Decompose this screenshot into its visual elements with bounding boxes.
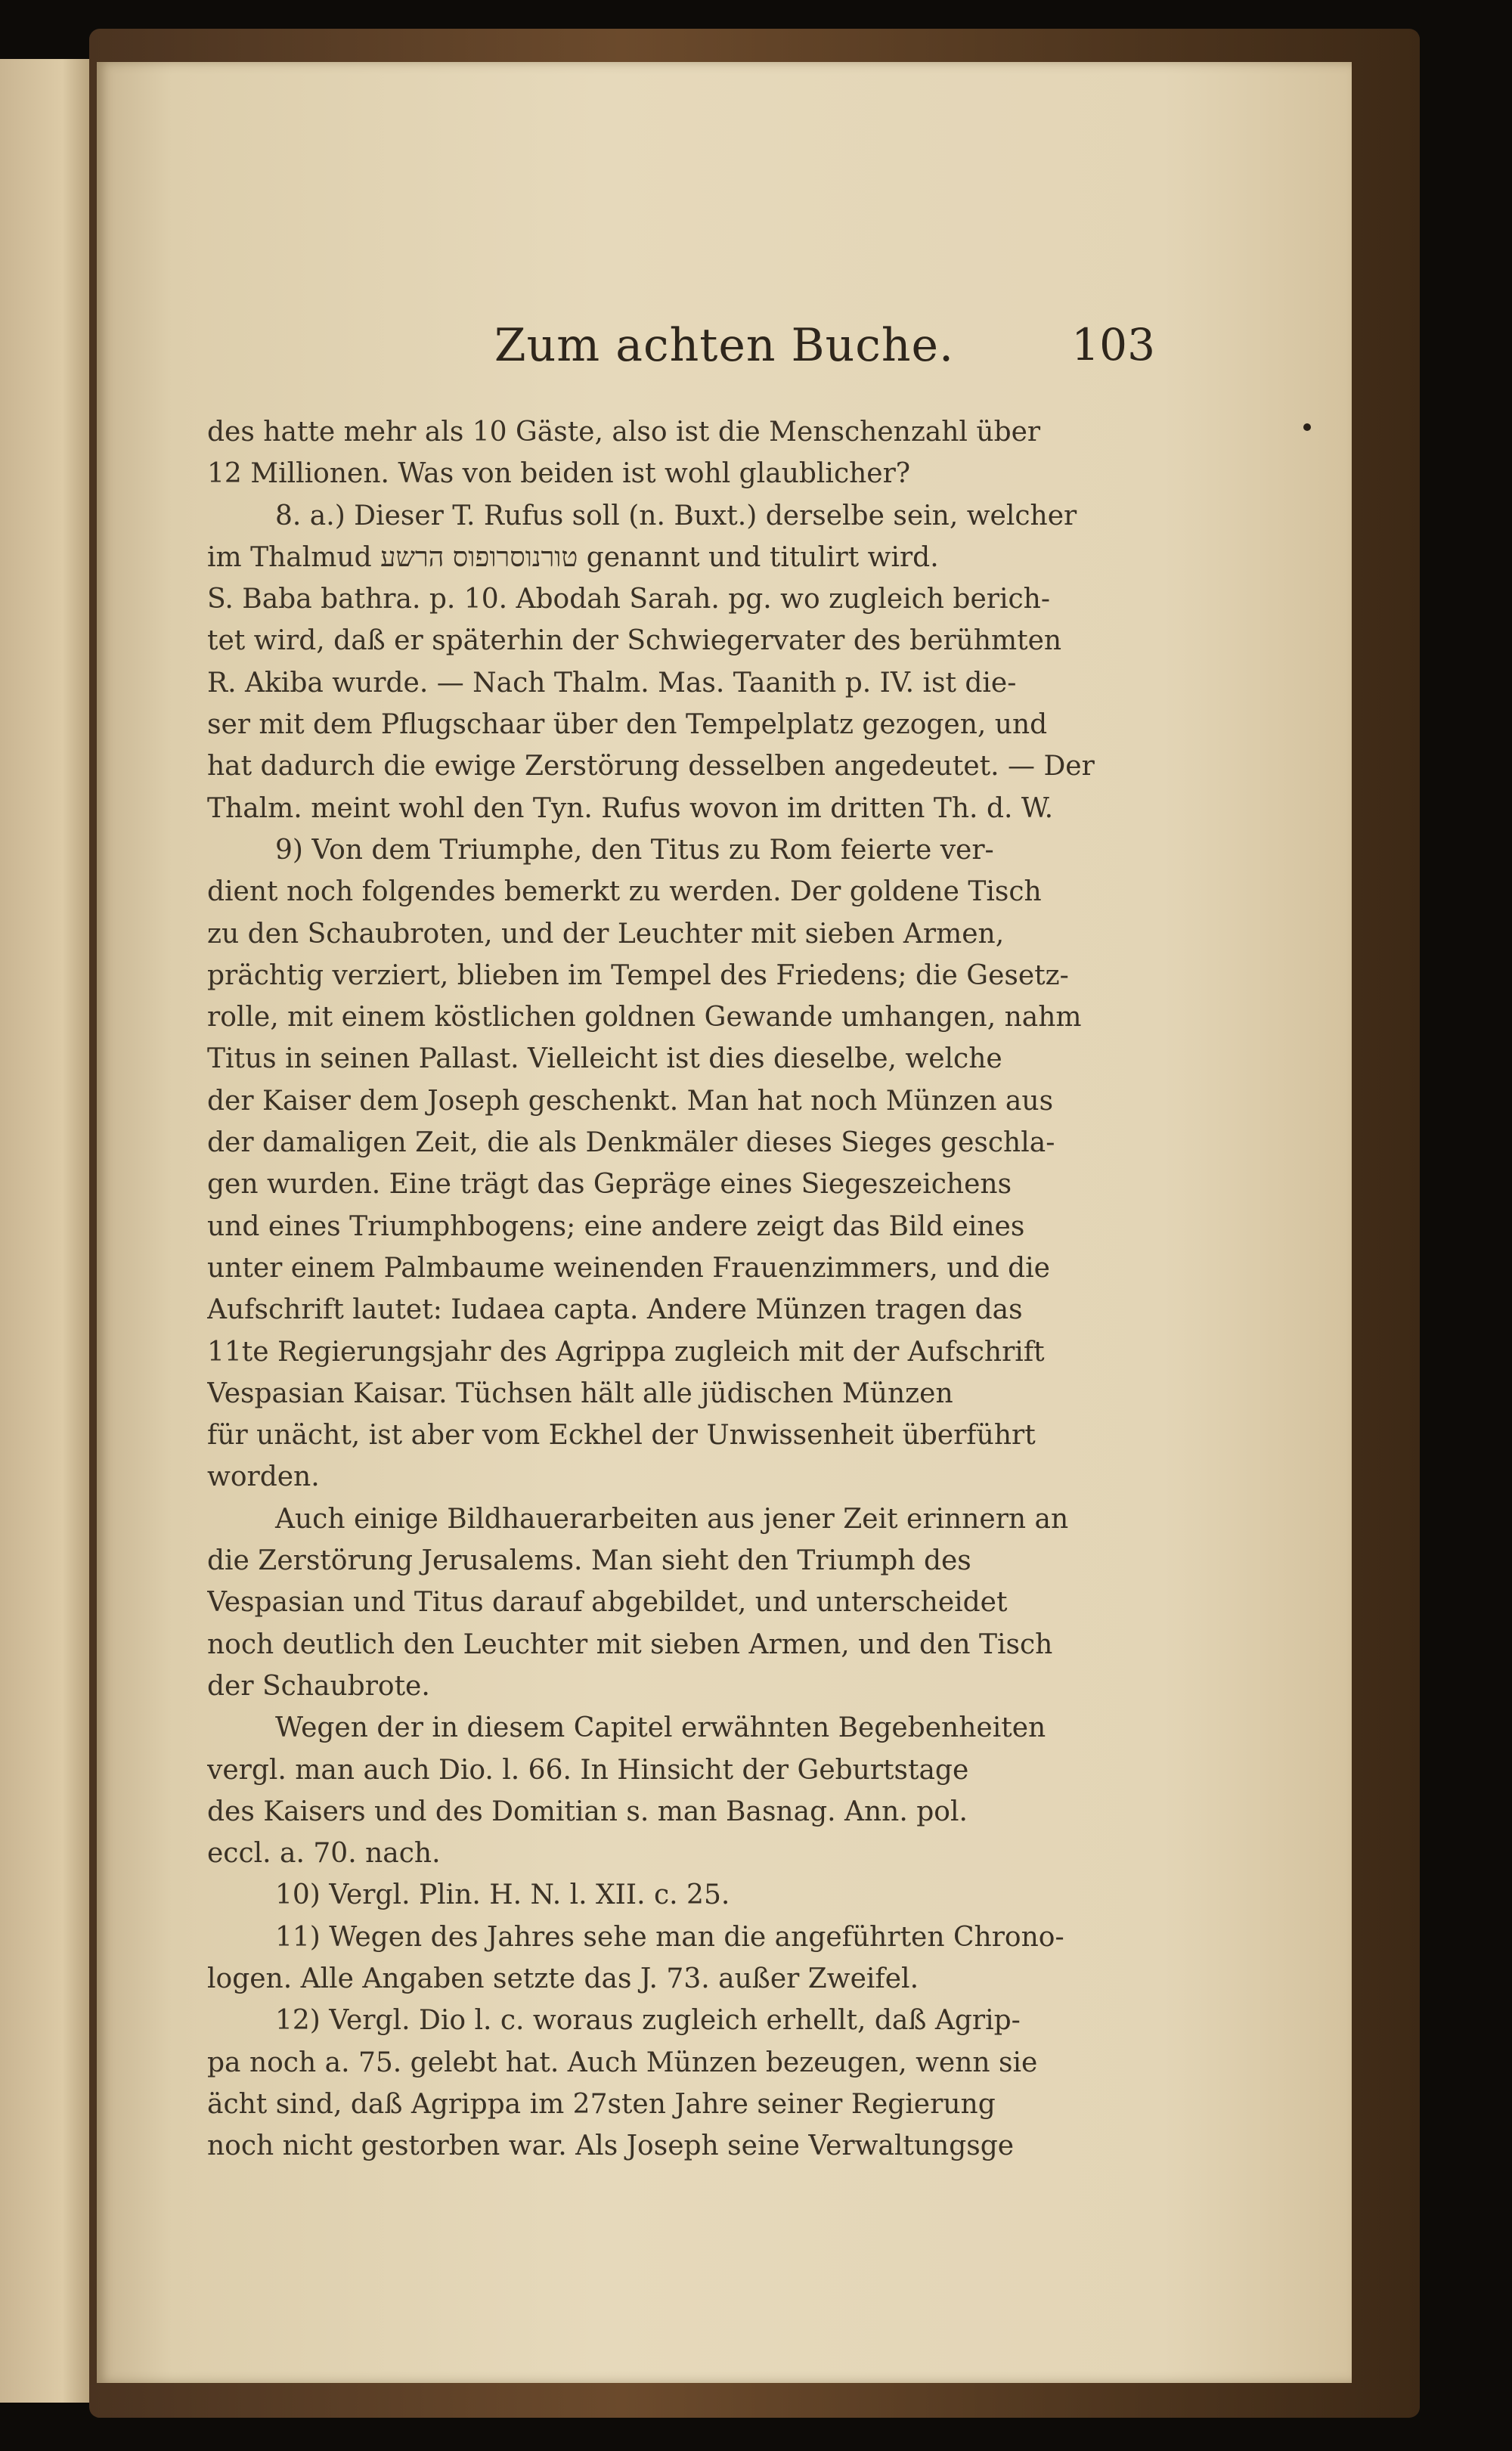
text-line: rolle, mit einem köstlichen goldnen Gewande umhangen, nahm bbox=[207, 1002, 1082, 1033]
text-line: die Zerstörung Jerusalems. Man sieht den Triumph des bbox=[207, 1545, 971, 1577]
text-line: der Kaiser dem Joseph geschenkt. Man hat noch Münzen aus bbox=[207, 1085, 1054, 1117]
text-line: ächt sind, daß Agrippa im 27sten Jahre seiner Regierung bbox=[207, 2088, 996, 2120]
text-line: für unächt, ist aber vom Eckhel der Unwissenheit überführt bbox=[207, 1420, 1036, 1452]
text-line: Titus in seinen Pallast. Vielleicht ist dies dieselbe, welche bbox=[207, 1043, 1002, 1075]
text-line: dient noch folgendes bemerkt zu werden. Der goldene Tisch bbox=[207, 876, 1042, 908]
text-line: der damaligen Zeit, die als Denkmäler dieses Sieges geschla- bbox=[207, 1127, 1055, 1159]
left-page-edge bbox=[0, 59, 89, 2403]
text-line: vergl. man auch Dio. l. 66. In Hinsicht der Geburtstage bbox=[207, 1754, 969, 1786]
text-line: eccl. a. 70. nach. bbox=[207, 1838, 441, 1870]
text-line: 12 Millionen. Was von beiden ist wohl glaublicher? bbox=[207, 458, 911, 490]
text-line: Vespasian und Titus darauf abgebildet, und unterscheidet bbox=[207, 1587, 1008, 1619]
text-line: Auch einige Bildhauerarbeiten aus jener Zeit erinnern an bbox=[275, 1503, 1069, 1535]
text-line: Aufschrift lautet: Iudaea capta. Andere Münzen tragen das bbox=[207, 1294, 1023, 1326]
text-line: 9) Von dem Triumphe, den Titus zu Rom feierte ver- bbox=[275, 834, 994, 866]
text-line: Wegen der in diesem Capitel erwähnten Begebenheiten bbox=[275, 1712, 1046, 1744]
text-line: der Schaubrote. bbox=[207, 1670, 430, 1702]
text-line: tet wird, daß er späterhin der Schwiegervater des berühmten bbox=[207, 625, 1062, 657]
text-line: ser mit dem Pflugschaar über den Tempelplatz gezogen, und bbox=[207, 709, 1048, 741]
text-line: 8. a.) Dieser T. Rufus soll (n. Buxt.) derselbe sein, welcher bbox=[275, 500, 1077, 531]
text-line: im Thalmud טורנוסרופוס הרשע genannt und titulirt wird. bbox=[207, 541, 939, 573]
text-line: S. Baba bathra. p. 10. Abodah Sarah. pg. wo zugleich berich- bbox=[207, 584, 1051, 615]
text-line: und eines Triumphbogens; eine andere zeigt das Bild eines bbox=[207, 1210, 1025, 1242]
text-line: des Kaisers und des Domitian s. man Basnag. Ann. pol. bbox=[207, 1796, 968, 1827]
text-line: R. Akiba wurde. — Nach Thalm. Mas. Taanith p. IV. ist die- bbox=[207, 667, 1017, 699]
text-line: noch nicht gestorben war. Als Joseph seine Verwaltungsge bbox=[207, 2130, 1015, 2162]
text-line: 11te Regierungsjahr des Agrippa zugleich mit der Aufschrift bbox=[207, 1336, 1045, 1368]
text-line: hat dadurch die ewige Zerstörung desselben angedeutet. — Der bbox=[207, 751, 1095, 782]
text-line: logen. Alle Angaben setzte das J. 73. außer Zweifel. bbox=[207, 1963, 919, 1994]
text-line: zu den Schaubroten, und der Leuchter mit sieben Armen, bbox=[207, 918, 1005, 950]
text-line: prächtig verziert, blieben im Tempel des Friedens; die Gesetz- bbox=[207, 959, 1069, 991]
text-line: des hatte mehr als 10 Gäste, also ist die Menschenzahl über bbox=[207, 417, 1041, 448]
ink-spot bbox=[1303, 423, 1311, 431]
text-line: pa noch a. 75. gelebt hat. Auch Münzen bezeugen, wenn sie bbox=[207, 2047, 1038, 2078]
text-line: Vespasian Kaisar. Tüchsen hält alle jüdischen Münzen bbox=[207, 1377, 953, 1409]
text-line: worden. bbox=[207, 1461, 320, 1493]
text-line: 10) Vergl. Plin. H. N. l. XII. c. 25. bbox=[275, 1879, 730, 1911]
text-line: Thalm. meint wohl den Tyn. Rufus wovon im dritten Th. d. W. bbox=[207, 792, 1054, 824]
running-title: Zum achten Buche. bbox=[494, 319, 955, 372]
page-number: 103 bbox=[1071, 319, 1155, 370]
text-line: unter einem Palmbaume weinenden Frauenzimmers, und die bbox=[207, 1252, 1050, 1284]
text-line: noch deutlich den Leuchter mit sieben Armen, und den Tisch bbox=[207, 1628, 1053, 1660]
body-text bbox=[207, 411, 1250, 2167]
book-page bbox=[97, 62, 1352, 2383]
text-line: 12) Vergl. Dio l. c. woraus zugleich erhellt, daß Agrip- bbox=[275, 2005, 1021, 2037]
text-line: 11) Wegen des Jahres sehe man die angeführten Chrono- bbox=[275, 1921, 1064, 1953]
page-header bbox=[97, 319, 1352, 372]
text-line: gen wurden. Eine trägt das Gepräge eines Siegeszeichens bbox=[207, 1169, 1012, 1201]
